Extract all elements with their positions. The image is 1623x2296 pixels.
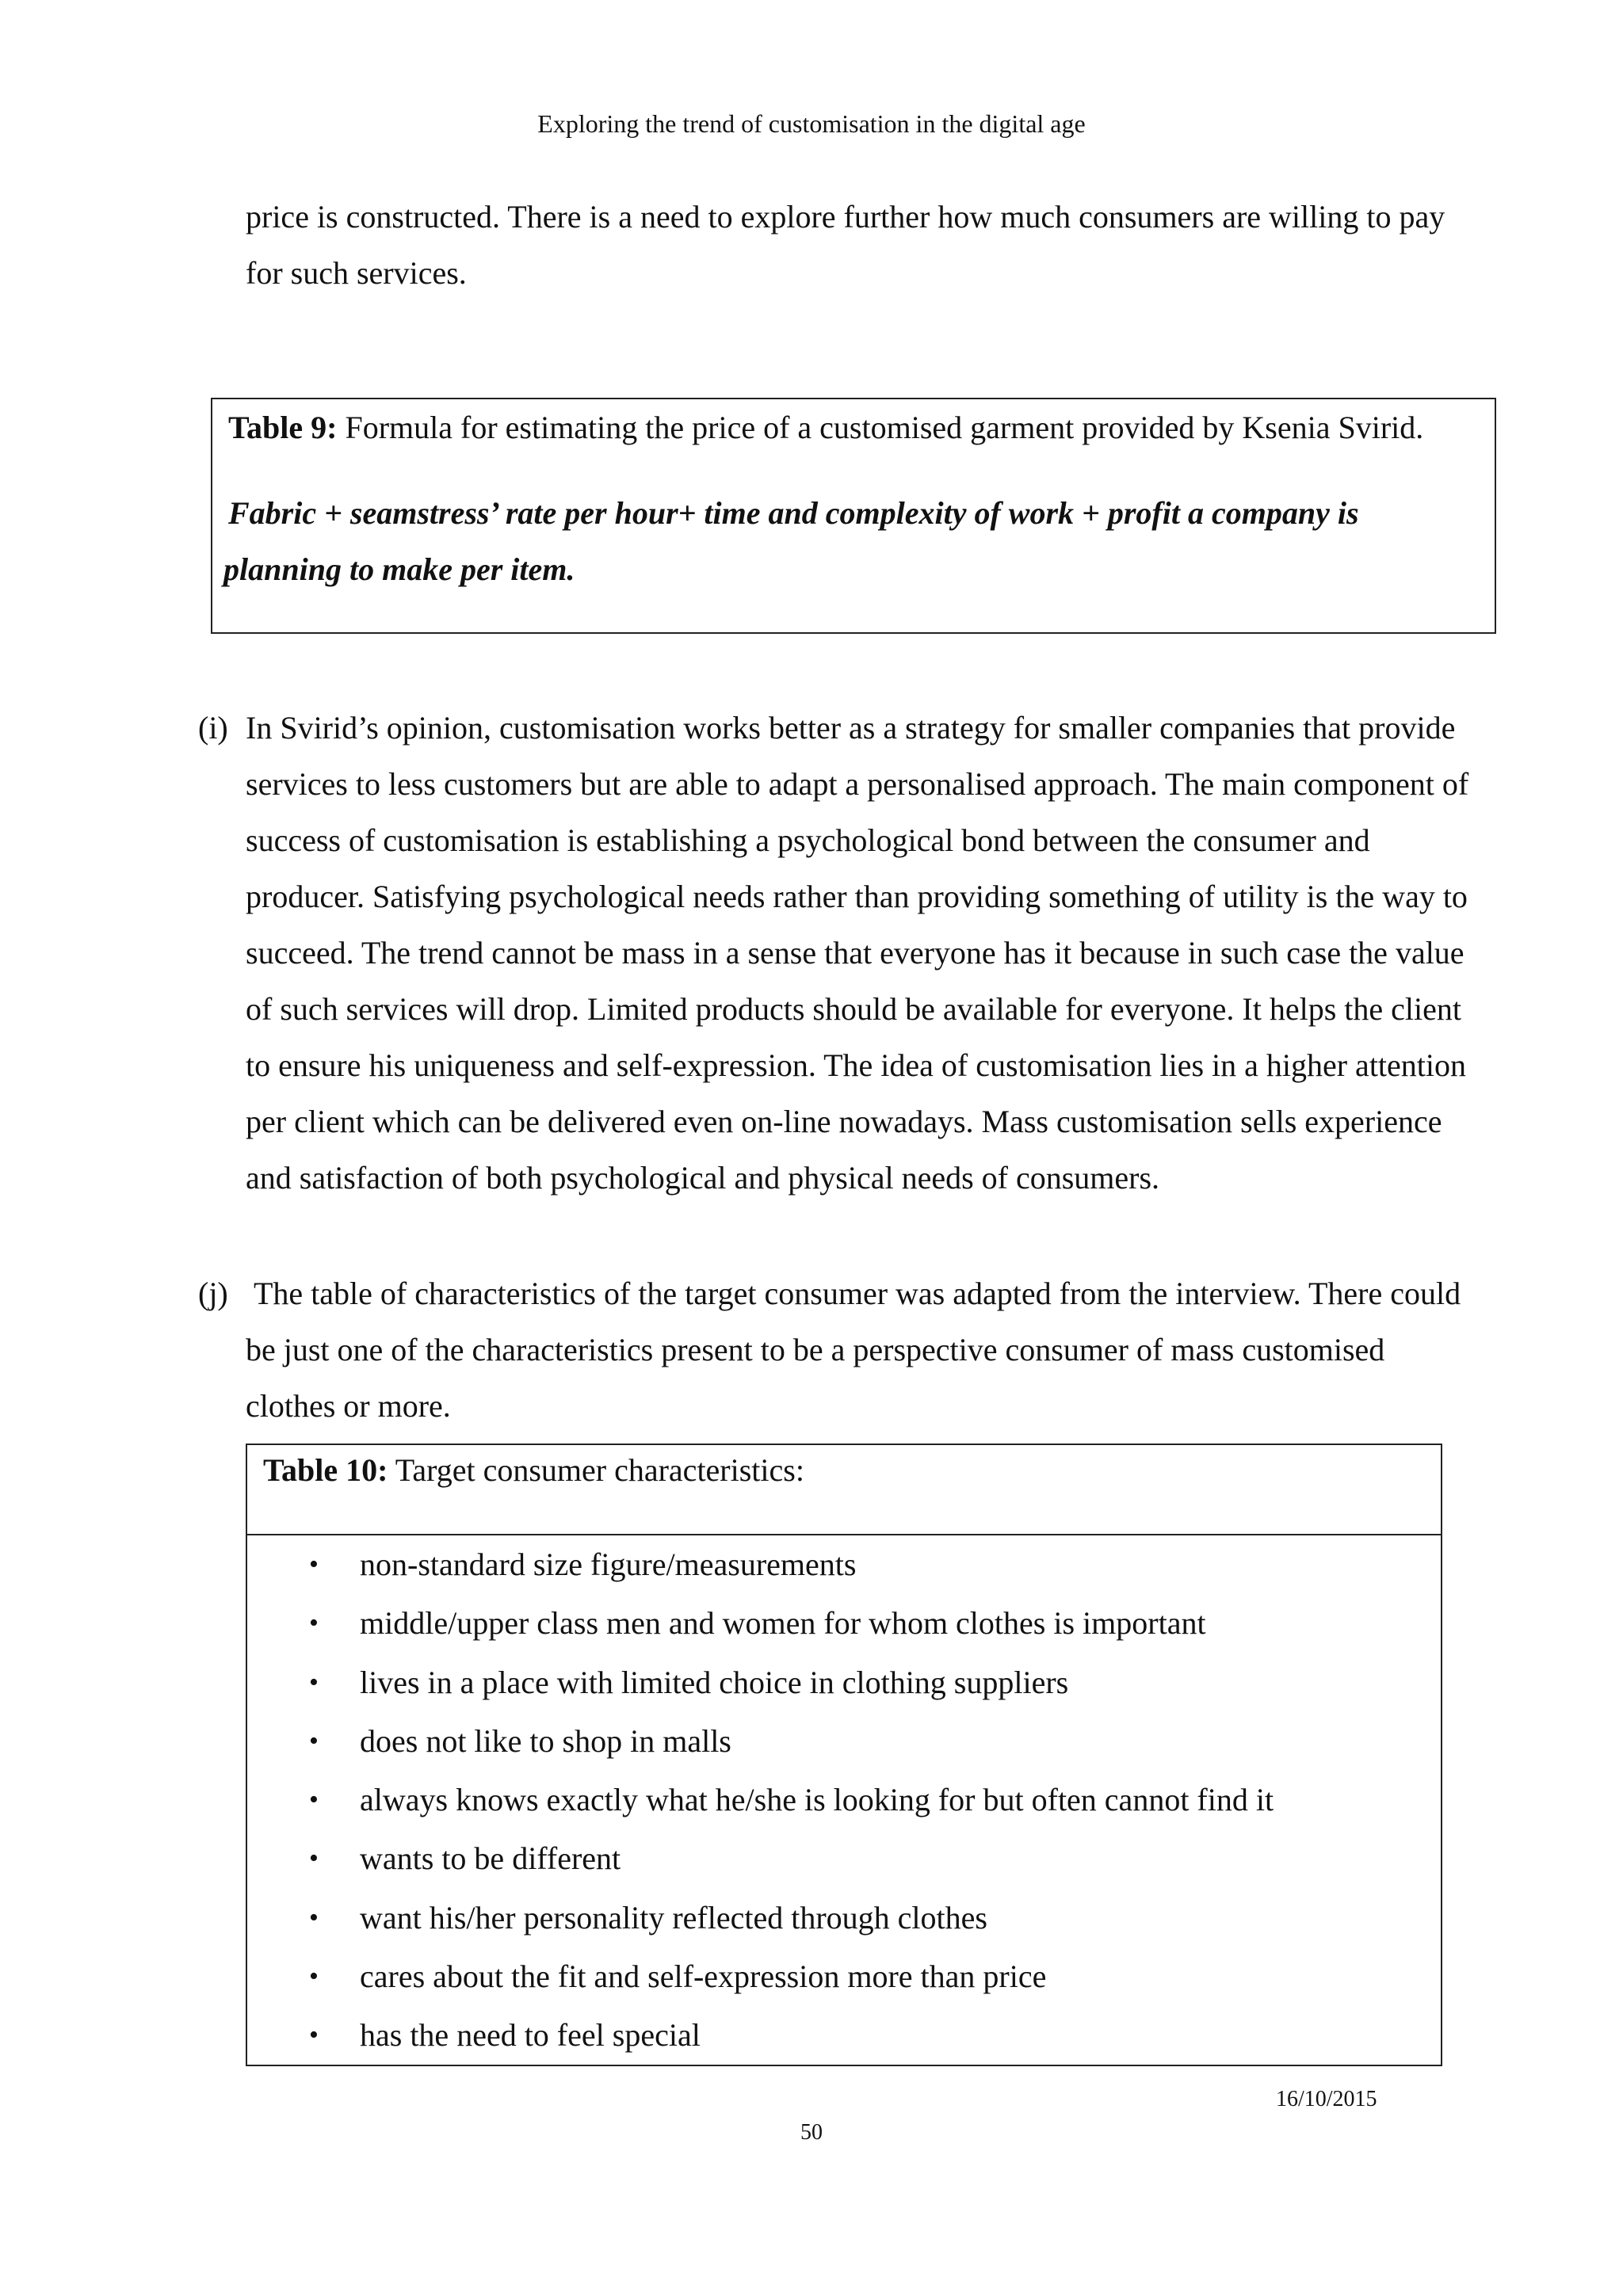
- bullet-icon: •: [309, 1962, 319, 1992]
- list-item-text: non-standard size figure/measurements: [360, 1547, 857, 1582]
- list-item: [247, 1947, 1441, 2006]
- formula-line: planning to make per item.: [223, 551, 575, 587]
- list-item: [247, 1594, 1441, 1653]
- table-9-label: Table 9:: [228, 410, 338, 445]
- table-10-label: Table 10:: [263, 1452, 388, 1488]
- table-10-box: [246, 1444, 1442, 2066]
- list-item-text: does not like to shop in malls: [360, 1722, 731, 1759]
- footer-date: 16/10/2015: [1276, 2087, 1377, 2111]
- list-item: [247, 1889, 1441, 1947]
- list-marker: (j): [198, 1276, 228, 1311]
- bullet-icon: •: [309, 1785, 319, 1815]
- table-10-caption-text: Target consumer characteristics:: [395, 1452, 804, 1488]
- table-9-box: [211, 398, 1496, 634]
- running-header: Exploring the trend of customisation in the digital age: [537, 109, 1086, 138]
- list-item-text: In Svirid’s opinion, customisation works better as a strategy for smaller companies that provide services to less customers but are able to adapt a personalised approach. The main component of success of customisation is establishing a psychological bond between the consumer and producer. Satisfying psychological needs rather than providing something of utility is the way to succeed. The trend cannot be mass in a sense that everyone has it because in such case the value of such services will drop. Limited products should be available for everyone. It helps the client to ensure his uniqueness and self-expression. The idea of customisation lies in a higher attention per client which can be delivered even on-line nowadays. Mass customisation sells experience and satisfaction of both psychological and physical needs of consumers.: [246, 710, 1469, 1196]
- table-9-caption: [228, 407, 1423, 448]
- bullet-icon: •: [309, 1902, 319, 1932]
- list-item-j: [198, 1265, 1498, 1434]
- list-item: [247, 1829, 1441, 1888]
- bullet-icon: •: [309, 1844, 319, 1874]
- list-item-text: wants to be different: [360, 1840, 621, 1877]
- table-10-caption: [247, 1445, 1441, 1535]
- list-item-text: want his/her personality reflected through clothes: [360, 1899, 987, 1936]
- list-item-text: has the need to feel special: [360, 2017, 701, 2054]
- bullet-icon: •: [309, 1667, 319, 1697]
- list-item-i: [198, 700, 1498, 1206]
- list-item-text: [246, 1265, 1482, 1434]
- list-item-text-content: The table of characteristics of the target consumer was adapted from the interview. There could be just one of the characteristics present to be a perspective consumer of mass customised clothes or more.: [246, 1276, 1461, 1424]
- list-marker: (i): [198, 710, 228, 746]
- list-item: [247, 1712, 1441, 1771]
- bullet-icon: •: [309, 1726, 319, 1756]
- list-item-text: always knows exactly what he/she is looking for but often cannot find it: [360, 1782, 1274, 1818]
- characteristics-list: [247, 1535, 1441, 2065]
- list-item-text: cares about the fit and self-expression more than price: [360, 1958, 1047, 1995]
- list-item-text: lives in a place with limited choice in clothing suppliers: [360, 1664, 1069, 1700]
- list-item: [247, 1653, 1441, 1712]
- list-item: [247, 1771, 1441, 1829]
- bullet-icon: •: [309, 1550, 319, 1579]
- list-item: [247, 1535, 1441, 1594]
- continuation-paragraph: price is constructed. There is a need to explore further how much consumers are willing to pay for such services.: [246, 199, 1445, 291]
- bullet-icon: •: [309, 2020, 319, 2050]
- bullet-icon: •: [309, 1608, 319, 1638]
- formula-line: Fabric + seamstress’ rate per hour+ time and complexity of work + profit a company is: [228, 495, 1359, 531]
- table-9-formula: [223, 485, 1444, 597]
- table-9-caption-text: Formula for estimating the price of a customised garment provided by Ksenia Svirid.: [345, 410, 1424, 445]
- list-item-text: middle/upper class men and women for whom clothes is important: [360, 1605, 1206, 1642]
- page-number: 50: [800, 2120, 823, 2145]
- list-item: [247, 2006, 1441, 2065]
